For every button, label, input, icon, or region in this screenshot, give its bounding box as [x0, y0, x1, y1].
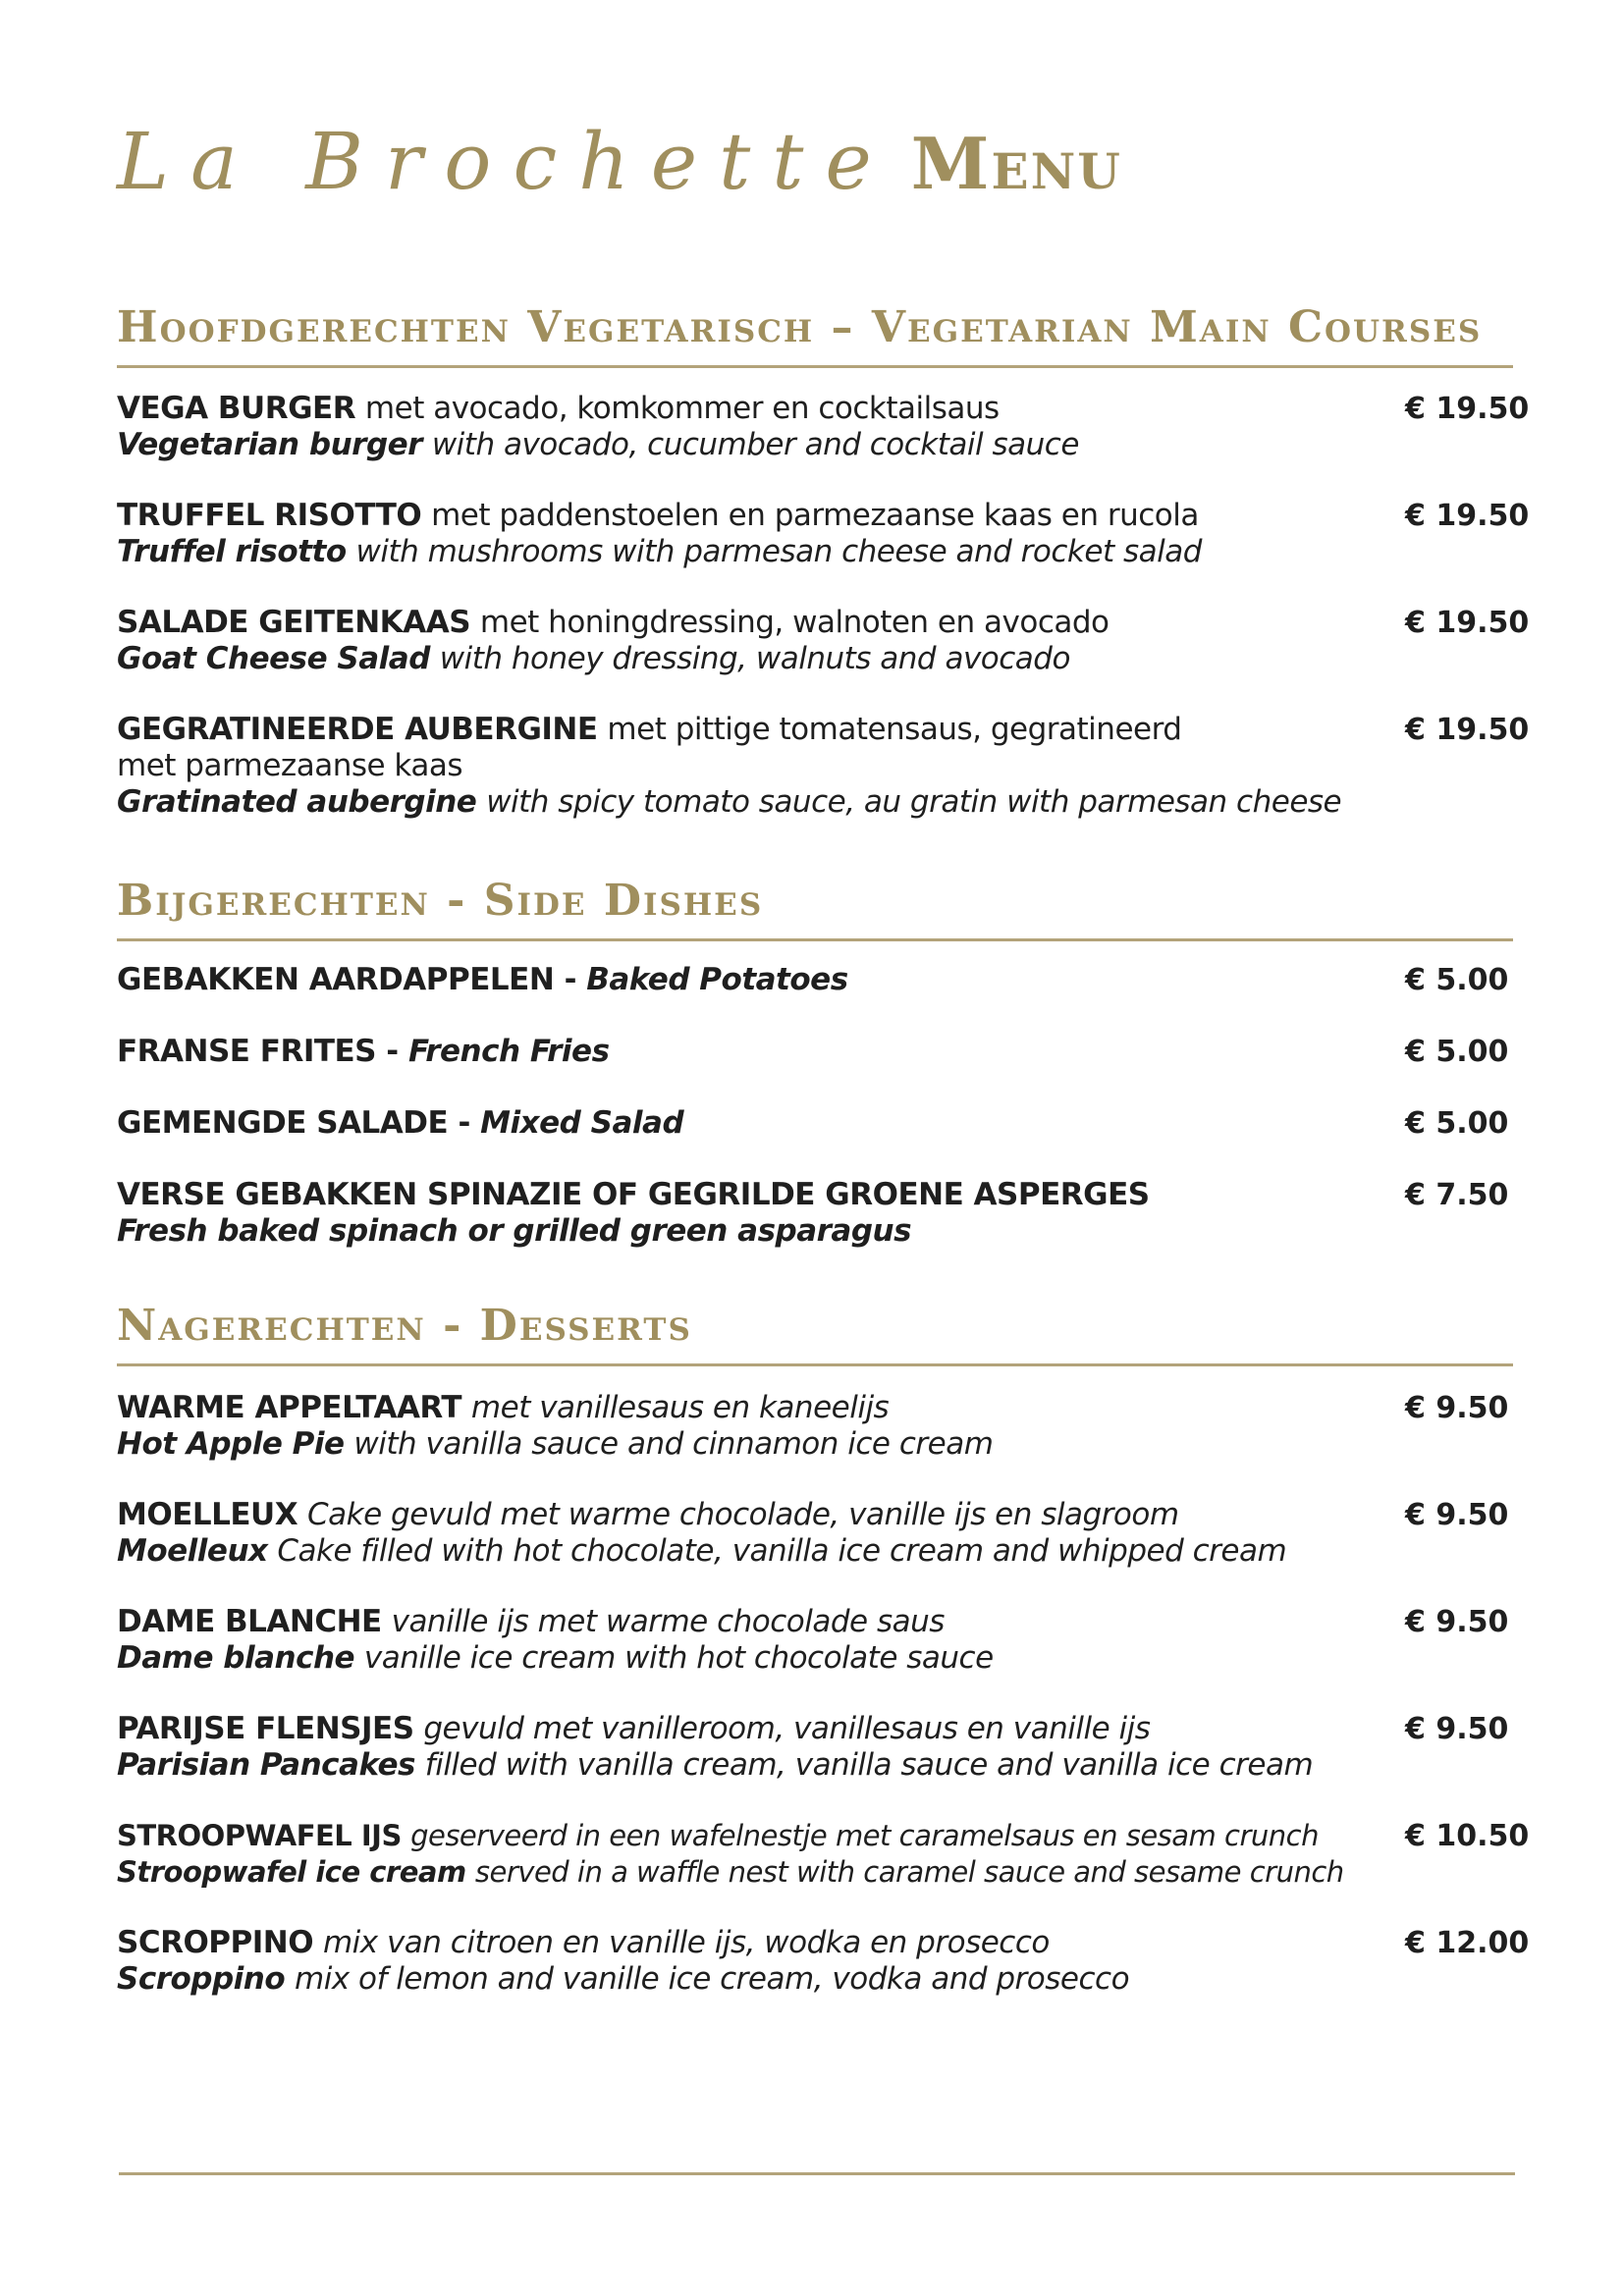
item-separator: - — [554, 962, 587, 997]
menu-item — [117, 498, 1530, 570]
item-name-en: Hot Apple Pie — [117, 1426, 345, 1462]
menu-item — [117, 1034, 1513, 1070]
item-desc-nl: gevuld met vanilleroom, vanillesaus en vanille ijs — [423, 1711, 1151, 1746]
restaurant-name: La Brochette — [117, 116, 893, 207]
section-divider — [117, 365, 1513, 368]
section-heading: Bijgerechten - Side Dishes — [117, 876, 764, 926]
item-price: € 9.50 — [1405, 1391, 1509, 1425]
item-price: € 10.50 — [1405, 1819, 1530, 1853]
item-name-en: Scroppino — [117, 1961, 286, 1997]
section-heading: Nagerechten - Desserts — [117, 1301, 692, 1351]
section-divider — [117, 1363, 1513, 1366]
item-price: € 9.50 — [1405, 1605, 1509, 1639]
menu-word: Menu — [910, 122, 1122, 205]
item-name-nl: GEGRATINEERDE AUBERGINE — [117, 712, 598, 747]
item-price: € 5.00 — [1405, 1035, 1509, 1069]
item-desc-en: with avocado, cucumber and cocktail sauce — [431, 427, 1079, 462]
item-desc-en: with spicy tomato sauce, au gratin with parmesan cheese — [486, 784, 1342, 820]
item-price: € 5.00 — [1405, 1106, 1509, 1141]
item-desc-nl: met avocado, komkommer en cocktailsaus — [364, 391, 1000, 426]
item-desc-nl-continued: met parmezaanse kaas — [117, 748, 462, 783]
item-price: € 12.00 — [1405, 1926, 1530, 1960]
menu-item — [117, 962, 1513, 998]
item-name-en: Truffel risotto — [117, 534, 347, 569]
page-title — [117, 116, 1122, 207]
item-desc-nl: met pittige tomatensaus, gegratineerd — [607, 712, 1182, 747]
item-desc-en: served in a waffle nest with caramel sauce and sesame crunch — [474, 1855, 1344, 1889]
menu-item — [117, 1177, 1513, 1250]
item-desc-nl: met honingdressing, walnoten en avocado — [479, 605, 1110, 640]
section-divider — [117, 938, 1513, 941]
item-price: € 19.50 — [1405, 499, 1530, 533]
item-name-en: Mixed Salad — [480, 1105, 684, 1141]
item-name-nl: DAME BLANCHE — [117, 1604, 382, 1639]
item-desc-nl: Cake gevuld met warme chocolade, vanille ijs en slagroom — [307, 1497, 1179, 1532]
menu-item — [117, 1925, 1530, 1998]
item-name-en: Parisian Pancakes — [117, 1747, 415, 1783]
item-desc-en: vanille ice cream with hot chocolate sauce — [363, 1640, 994, 1676]
item-desc-nl: mix van citroen en vanille ijs, wodka en prosecco — [322, 1925, 1050, 1960]
item-name-en: Fresh baked spinach or grilled green asparagus — [117, 1213, 912, 1249]
menu-item — [117, 1604, 1513, 1677]
menu-item — [117, 1818, 1530, 1891]
item-name-nl: MOELLEUX — [117, 1497, 298, 1532]
section-side-dishes — [117, 876, 1513, 941]
item-price: € 19.50 — [1405, 713, 1530, 747]
item-name-en: Gratinated aubergine — [117, 784, 477, 820]
item-name-en: Vegetarian burger — [117, 427, 422, 462]
item-price: € 19.50 — [1405, 392, 1530, 426]
menu-item — [117, 391, 1530, 463]
menu-item — [117, 712, 1530, 821]
menu-item — [117, 1390, 1513, 1463]
item-price: € 5.00 — [1405, 963, 1509, 997]
item-name-en: Stroopwafel ice cream — [117, 1855, 466, 1889]
section-vegetarian-main-courses — [117, 302, 1513, 368]
item-name-nl: SALADE GEITENKAAS — [117, 605, 471, 640]
item-desc-en: Cake filled with hot chocolate, vanilla ice cream and whipped cream — [277, 1533, 1287, 1569]
item-desc-nl: met vanillesaus en kaneelijs — [470, 1390, 890, 1425]
item-price: € 19.50 — [1405, 606, 1530, 640]
item-name-en: Goat Cheese Salad — [117, 641, 430, 676]
item-name-en: Moelleux — [117, 1533, 268, 1569]
item-desc-en: mix of lemon and vanille ice cream, vodka and prosecco — [295, 1961, 1130, 1997]
item-name-en: Baked Potatoes — [586, 962, 848, 997]
item-separator: - — [376, 1034, 408, 1069]
item-name-nl: GEBAKKEN AARDAPPELEN — [117, 962, 555, 997]
item-name-nl: PARIJSE FLENSJES — [117, 1711, 414, 1746]
footer-divider — [119, 2172, 1515, 2175]
item-name-nl: GEMENGDE SALADE — [117, 1105, 449, 1141]
item-desc-en: with vanilla sauce and cinnamon ice cream — [353, 1426, 994, 1462]
item-name-en: French Fries — [407, 1034, 610, 1069]
item-name-nl: STROOPWAFEL IJS — [117, 1819, 402, 1852]
menu-item — [117, 1497, 1513, 1570]
item-price: € 9.50 — [1405, 1498, 1509, 1532]
item-name-nl: WARME APPELTAART — [117, 1390, 462, 1425]
item-desc-en: filled with vanilla cream, vanilla sauce and vanilla ice cream — [424, 1747, 1314, 1783]
item-desc-en: with mushrooms with parmesan cheese and rocket salad — [355, 534, 1202, 569]
item-price: € 7.50 — [1405, 1178, 1509, 1212]
item-name-nl: VEGA BURGER — [117, 391, 356, 426]
item-name-nl: FRANSE FRITES — [117, 1034, 377, 1069]
item-desc-nl: vanille ijs met warme chocolade saus — [391, 1604, 945, 1639]
item-desc-nl: met paddenstoelen en parmezaanse kaas en rucola — [431, 498, 1199, 533]
menu-item — [117, 1105, 1513, 1142]
section-heading: Hoofdgerechten Vegetarisch – Vegetarian Main Courses — [117, 302, 1483, 352]
item-name-en: Dame blanche — [117, 1640, 355, 1676]
item-separator: - — [448, 1105, 481, 1141]
item-name-nl: VERSE GEBAKKEN SPINAZIE OF GEGRILDE GROENE ASPERGES — [117, 1177, 1150, 1212]
item-name-nl: TRUFFEL RISOTTO — [117, 498, 422, 533]
item-desc-en: with honey dressing, walnuts and avocado — [439, 641, 1070, 676]
item-price: € 9.50 — [1405, 1712, 1509, 1746]
menu-item — [117, 1711, 1513, 1784]
menu-item — [117, 605, 1530, 677]
item-desc-nl: geserveerd in een wafelnestje met caramelsaus en sesam crunch — [410, 1819, 1319, 1852]
item-name-nl: SCROPPINO — [117, 1925, 314, 1960]
section-desserts — [117, 1301, 1513, 1366]
